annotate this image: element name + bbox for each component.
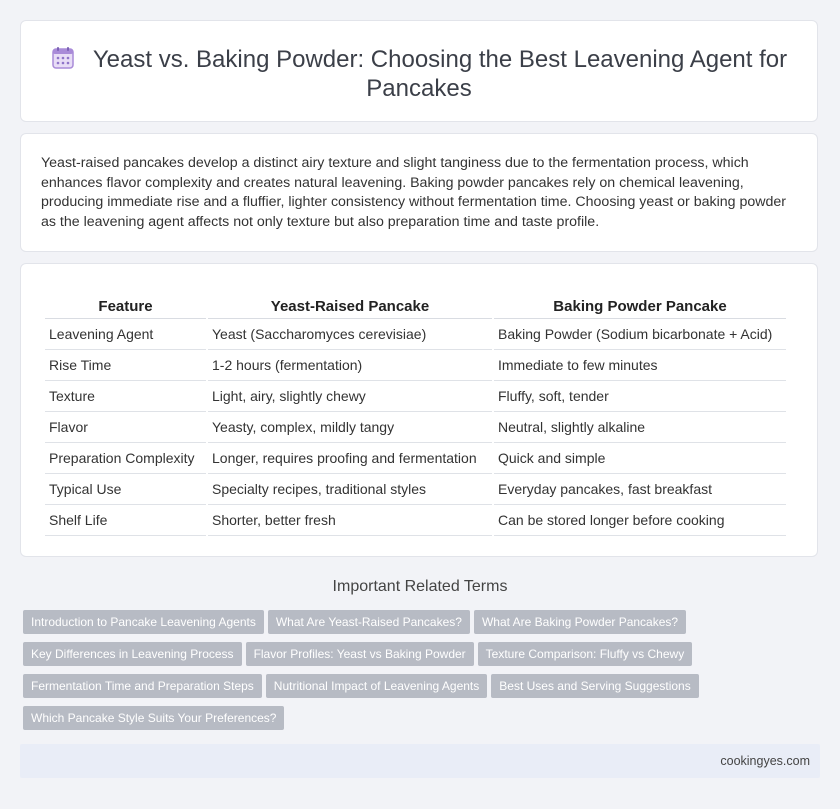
row-baking-powder-value: Fluffy, soft, tender: [494, 381, 786, 412]
table-row: [45, 505, 786, 536]
related-term-tag[interactable]: What Are Yeast-Raised Pancakes?: [268, 610, 470, 634]
table-row: [45, 350, 786, 381]
related-term-tag[interactable]: Key Differences in Leavening Process: [23, 642, 242, 666]
related-terms-list: [23, 610, 713, 738]
page-title: [21, 45, 817, 103]
row-feature: Typical Use: [45, 474, 206, 505]
related-term-tag[interactable]: Which Pancake Style Suits Your Preferences?: [23, 706, 284, 730]
row-yeast-value: Yeast (Saccharomyces cerevisiae): [208, 319, 492, 350]
comparison-table: [43, 294, 788, 536]
table-row: [45, 474, 786, 505]
related-term-tag[interactable]: Texture Comparison: Fluffy vs Chewy: [478, 642, 693, 666]
related-term-tag[interactable]: Flavor Profiles: Yeast vs Baking Powder: [246, 642, 474, 666]
row-baking-powder-value: Baking Powder (Sodium bicarbonate + Acid): [494, 319, 786, 350]
row-baking-powder-value: Can be stored longer before cooking: [494, 505, 786, 536]
row-yeast-value: Yeasty, complex, mildly tangy: [208, 412, 492, 443]
row-yeast-value: 1-2 hours (fermentation): [208, 350, 492, 381]
title-card: [20, 20, 818, 122]
footer-bar: [20, 744, 820, 778]
row-feature: Leavening Agent: [45, 319, 206, 350]
table-row: [45, 381, 786, 412]
row-feature: Flavor: [45, 412, 206, 443]
related-term-tag[interactable]: Best Uses and Serving Suggestions: [491, 674, 698, 698]
row-feature: Texture: [45, 381, 206, 412]
page-title-text: Yeast vs. Baking Powder: Choosing the Best Leavening Agent for Pancakes: [92, 46, 788, 102]
table-row: [45, 412, 786, 443]
footer-site-link[interactable]: cookingyes.com: [720, 754, 810, 768]
header-feature: Feature: [45, 294, 206, 319]
table-header-row: [45, 294, 786, 319]
row-baking-powder-value: Quick and simple: [494, 443, 786, 474]
row-feature: Rise Time: [45, 350, 206, 381]
row-baking-powder-value: Neutral, slightly alkaline: [494, 412, 786, 443]
row-feature: Preparation Complexity: [45, 443, 206, 474]
header-baking-powder: Baking Powder Pancake: [494, 294, 786, 319]
related-term-tag[interactable]: Introduction to Pancake Leavening Agents: [23, 610, 264, 634]
related-term-tag[interactable]: Nutritional Impact of Leavening Agents: [266, 674, 487, 698]
row-yeast-value: Longer, requires proofing and fermentation: [208, 443, 492, 474]
related-term-tag[interactable]: Fermentation Time and Preparation Steps: [23, 674, 262, 698]
table-row: [45, 319, 786, 350]
row-yeast-value: Shorter, better fresh: [208, 505, 492, 536]
row-feature: Shelf Life: [45, 505, 206, 536]
row-yeast-value: Light, airy, slightly chewy: [208, 381, 492, 412]
row-baking-powder-value: Everyday pancakes, fast breakfast: [494, 474, 786, 505]
header-yeast: Yeast-Raised Pancake: [208, 294, 492, 319]
table-row: [45, 443, 786, 474]
comparison-card: [20, 263, 818, 557]
related-terms-heading: Important Related Terms: [332, 578, 508, 595]
row-baking-powder-value: Immediate to few minutes: [494, 350, 786, 381]
row-yeast-value: Specialty recipes, traditional styles: [208, 474, 492, 505]
related-term-tag[interactable]: What Are Baking Powder Pancakes?: [474, 610, 686, 634]
intro-paragraph: Yeast-raised pancakes develop a distinct airy texture and slight tanginess due to the fermentation process, which enhances flavor complexity and creates natural leavening. Baking powder pancakes rely on chemical leavening, producing immediate rise and a fluffier, lighter consistency without fermentation time. Choosing yeast or baking powder as the leavening agent affects not only texture but also preparation time and taste profile.: [41, 155, 786, 230]
intro-card: [20, 133, 818, 252]
calendar-icon: [51, 46, 75, 70]
